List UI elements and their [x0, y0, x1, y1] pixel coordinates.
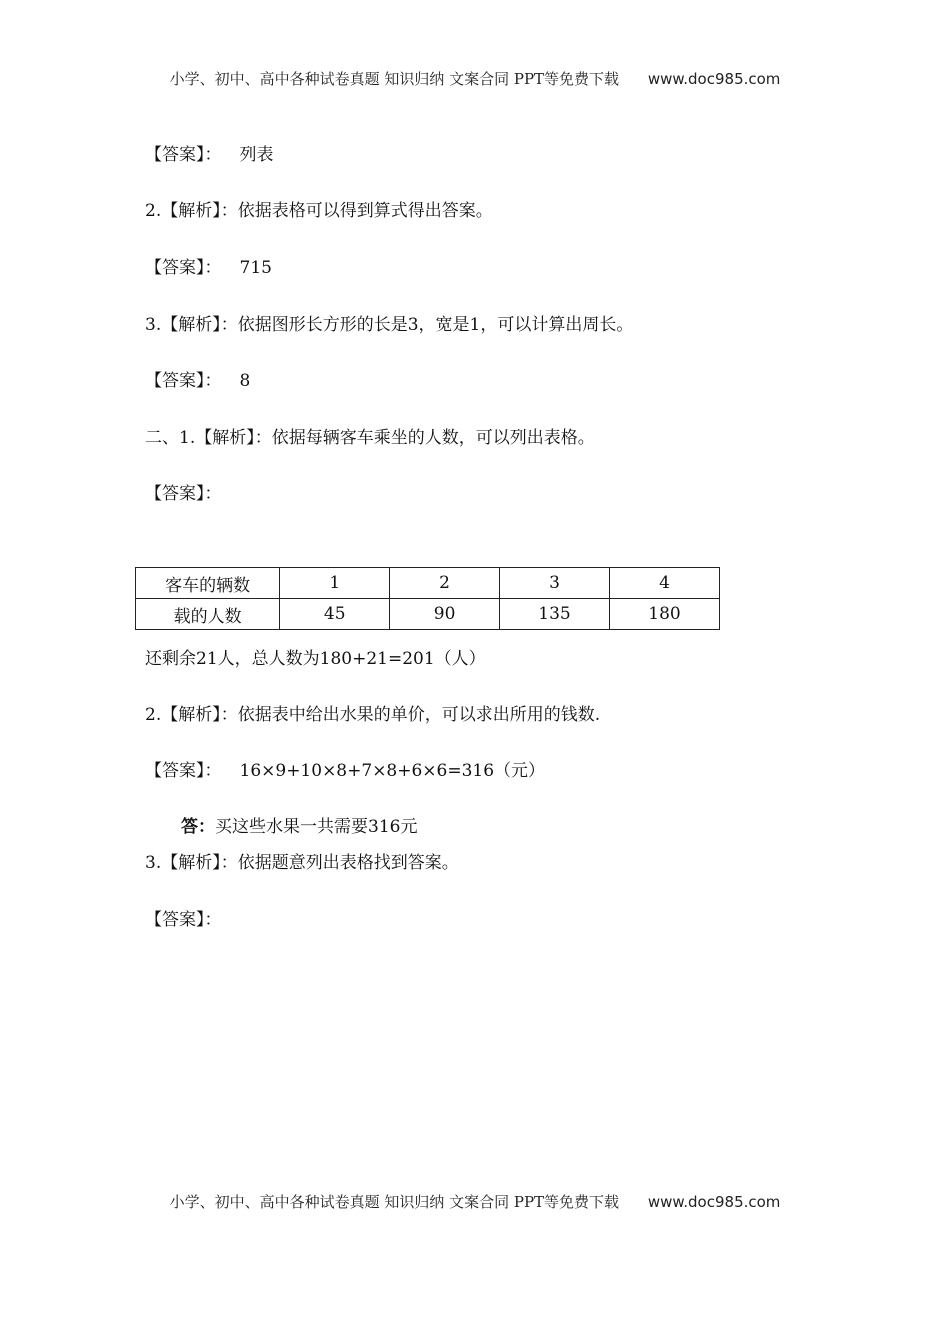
- page-header: [0, 68, 950, 89]
- answer-value: 8: [239, 371, 251, 391]
- analysis-text: 依据图形长方形的长是3，宽是1，可以计算出周长。: [237, 315, 634, 335]
- table-row-header: 载的人数: [136, 599, 280, 630]
- analysis-text: 依据表格可以得到算式得出答案。: [237, 201, 493, 221]
- answer-label: 【答案】：: [145, 761, 222, 781]
- item-number: 3.: [145, 853, 162, 873]
- analysis-label: 【解析】：: [195, 428, 272, 448]
- answer-label: 【答案】：: [145, 910, 222, 930]
- analysis-line-2: [145, 199, 493, 223]
- answer-label: 【答案】：: [145, 484, 222, 504]
- item-number: 3.: [145, 315, 162, 335]
- final-answer-label: 答：: [181, 817, 215, 837]
- section-two-answer-line-1: [145, 482, 222, 506]
- table-cell: 2: [390, 568, 500, 599]
- analysis-label: 【解析】：: [161, 705, 238, 725]
- footer-text: 小学、初中、高中各种试卷真题 知识归纳 文案合同 PPT等免费下载: [169, 1193, 620, 1211]
- answer-line-1: [145, 143, 274, 167]
- section-two-analysis-line-1: [145, 426, 595, 450]
- section-two-analysis-line-2: [145, 703, 600, 727]
- answer-label: 【答案】：: [145, 371, 222, 391]
- section-two-answer-line-2: [145, 759, 545, 783]
- table-row-header: 客车的辆数: [136, 568, 280, 599]
- final-answer-text: 买这些水果一共需要316元: [215, 817, 418, 837]
- answer-value: 16×9+10×8+7×8+6×6=316（元）: [239, 761, 546, 781]
- remaining-people-line: 还剩余21人，总人数为180+21=201（人）: [145, 649, 486, 669]
- table-row: [136, 568, 720, 599]
- answer-value: 列表: [239, 145, 274, 165]
- answer-label: 【答案】：: [145, 145, 222, 165]
- analysis-text: 依据表中给出水果的单价，可以求出所用的钱数.: [237, 705, 601, 725]
- table-cell: 1: [280, 568, 390, 599]
- section-two-answer-line-3: [145, 908, 222, 932]
- table-cell: 45: [280, 599, 390, 630]
- table-cell: 3: [500, 568, 610, 599]
- bus-passenger-table: [135, 567, 720, 630]
- analysis-text: 依据每辆客车乘坐的人数，可以列出表格。: [271, 428, 595, 448]
- section-two-analysis-line-3: [145, 851, 459, 875]
- analysis-label: 【解析】：: [161, 201, 238, 221]
- footer-site-link[interactable]: www.doc985.com: [647, 1193, 781, 1211]
- answer-label: 【答案】：: [145, 258, 222, 278]
- analysis-text: 依据题意列出表格找到答案。: [237, 853, 459, 873]
- analysis-label: 【解析】：: [161, 315, 238, 335]
- table-cell: 4: [610, 568, 720, 599]
- item-number: 2.: [145, 705, 162, 725]
- item-number: 2.: [145, 201, 162, 221]
- table-cell: 135: [500, 599, 610, 630]
- final-answer-line: [181, 815, 417, 839]
- answer-value: 715: [239, 258, 272, 278]
- analysis-label: 【解析】：: [161, 853, 238, 873]
- header-site-link[interactable]: www.doc985.com: [647, 70, 781, 88]
- page-footer: [0, 1191, 950, 1212]
- table-cell: 90: [390, 599, 500, 630]
- answer-line-2: [145, 256, 272, 280]
- analysis-line-3: [145, 313, 633, 337]
- answer-line-3: [145, 369, 250, 393]
- header-text: 小学、初中、高中各种试卷真题 知识归纳 文案合同 PPT等免费下载: [169, 70, 620, 88]
- table-cell: 180: [610, 599, 720, 630]
- table-row: [136, 599, 720, 630]
- item-number: 二、1.: [145, 428, 196, 448]
